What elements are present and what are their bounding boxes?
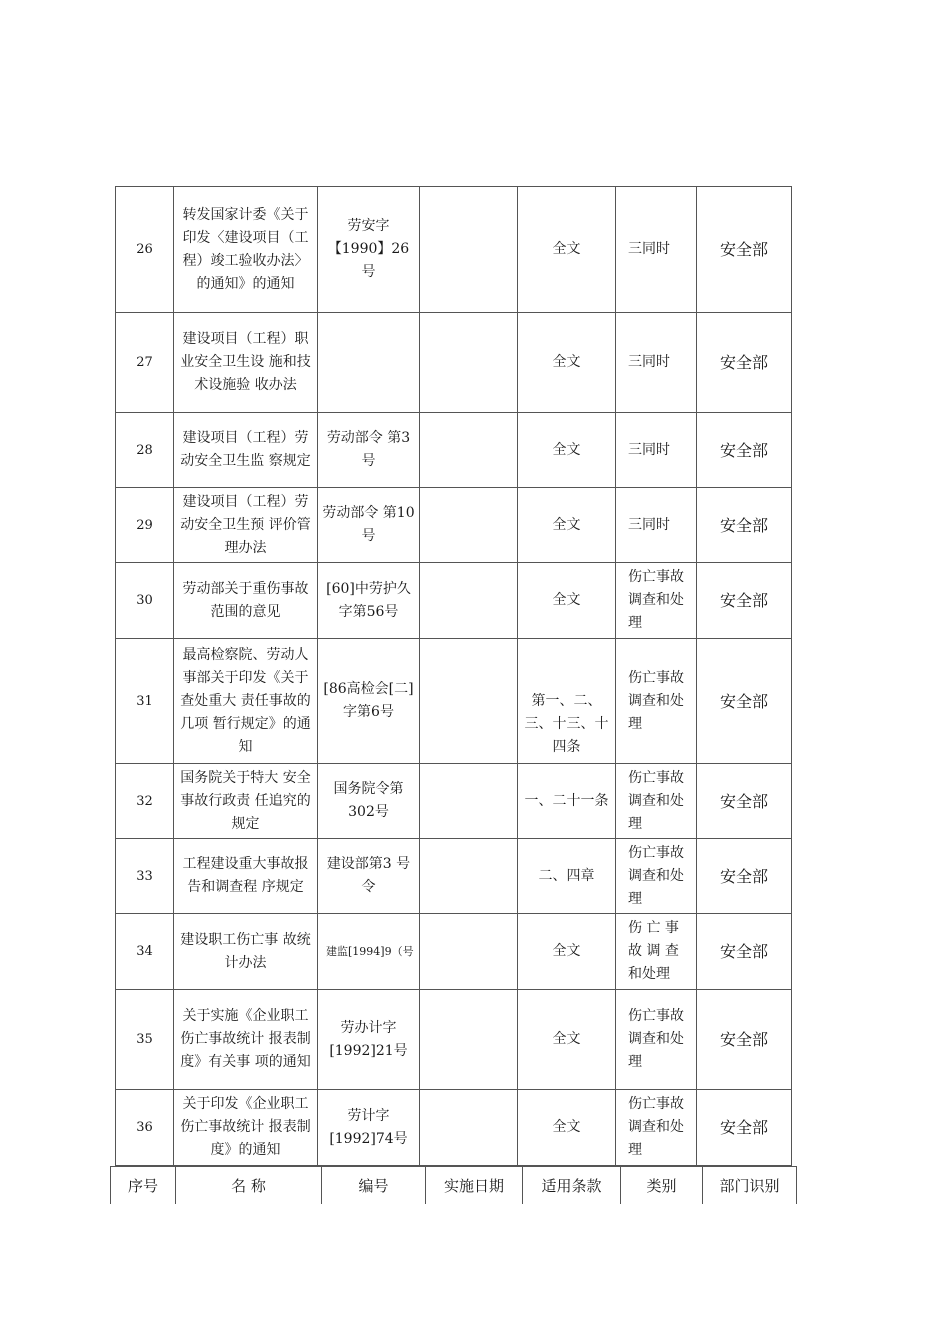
table-row [116,1090,792,1166]
document-code: [60]中劳护久 字第56号 [318,563,420,639]
row-number: 34 [116,914,174,990]
row-number: 33 [116,839,174,914]
applicable-clause: 全文 [518,313,616,413]
category: 伤亡事故调查和处理 [616,764,697,839]
applicable-clause: 二、四章 [518,839,616,914]
effective-date [420,413,518,488]
header-code: 编号 [322,1167,426,1205]
effective-date [420,1090,518,1166]
department: 安全部 [697,639,792,764]
department: 安全部 [697,839,792,914]
regulation-name: 建设项目（工程）劳动安全卫生预 评价管理办法 [174,488,318,563]
header-dept: 部门识别 [703,1167,797,1205]
regulation-name: 工程建设重大事故报告和调查程 序规定 [174,839,318,914]
regulation-name: 建设职工伤亡事 故统计办法 [174,914,318,990]
table-row [116,313,792,413]
row-number: 26 [116,187,174,313]
row-number: 35 [116,990,174,1090]
category: 伤亡事故调查和处理 [616,639,697,764]
department: 安全部 [697,914,792,990]
row-number: 28 [116,413,174,488]
header-date: 实施日期 [426,1167,523,1205]
document-code: 建监[1994]9（号 [318,914,420,990]
row-number: 32 [116,764,174,839]
table-row [116,488,792,563]
category: 伤亡事故调查和处理 [616,839,697,914]
regulation-name: 关于印发《企业职工伤亡事故统计 报表制度》的通知 [174,1090,318,1166]
row-number: 36 [116,1090,174,1166]
category: 伤 亡 事 故 调 查 和处理 [616,914,697,990]
applicable-clause: 第一、二、三、十三、十四条 [518,639,616,764]
category: 伤亡事故调查和处理 [616,1090,697,1166]
category: 三同时 [616,413,697,488]
row-number: 31 [116,639,174,764]
effective-date [420,914,518,990]
effective-date [420,639,518,764]
regulation-name: 最高检察院、劳动人事部关于印发《关于查处重大 责任事故的几项 暂行规定》的通知 [174,639,318,764]
category: 伤亡事故调查和处理 [616,563,697,639]
effective-date [420,839,518,914]
effective-date [420,313,518,413]
regulation-name: 转发国家计委《关于印发〈建设项目（工程）竣工验收办法〉的通知》的通知 [174,187,318,313]
effective-date [420,990,518,1090]
effective-date [420,563,518,639]
applicable-clause: 全文 [518,1090,616,1166]
regulation-name: 劳动部关于重伤事故范围的意见 [174,563,318,639]
header-clause: 适用条款 [523,1167,621,1205]
document-code: 劳安字【1990】26号 [318,187,420,313]
table-row [116,187,792,313]
applicable-clause: 全文 [518,563,616,639]
table-row [116,990,792,1090]
effective-date [420,187,518,313]
row-number: 27 [116,313,174,413]
applicable-clause: 全文 [518,187,616,313]
regulation-name: 建设项目（工程）职业安全卫生设 施和技术设施验 收办法 [174,313,318,413]
applicable-clause: 全文 [518,914,616,990]
department: 安全部 [697,563,792,639]
table-row [116,563,792,639]
regulation-name: 国务院关于特大 安全事故行政责 任追究的规定 [174,764,318,839]
department: 安全部 [697,764,792,839]
regulation-name: 关于实施《企业职工伤亡事故统计 报表制度》有关事 项的通知 [174,990,318,1090]
header-name: 名 称 [176,1167,322,1205]
applicable-clause: 全文 [518,413,616,488]
row-number: 29 [116,488,174,563]
applicable-clause: 全文 [518,488,616,563]
document-code: [86高检会[二]字第6号 [318,639,420,764]
document-code: 国务院令第302号 [318,764,420,839]
table-row [116,764,792,839]
table-row [116,839,792,914]
table-row [116,413,792,488]
department: 安全部 [697,313,792,413]
document-code: 劳办计字[1992]21号 [318,990,420,1090]
applicable-clause: 一、二十一条 [518,764,616,839]
category: 三同时 [616,313,697,413]
department: 安全部 [697,488,792,563]
effective-date [420,488,518,563]
category: 三同时 [616,187,697,313]
document-code: 建设部第3 号令 [318,839,420,914]
document-code: 劳动部令 第3号 [318,413,420,488]
document-code [318,313,420,413]
table-row [116,914,792,990]
document-code: 劳计字[1992]74号 [318,1090,420,1166]
applicable-clause: 全文 [518,990,616,1090]
department: 安全部 [697,1090,792,1166]
department: 安全部 [697,990,792,1090]
header-category: 类别 [621,1167,703,1205]
row-number: 30 [116,563,174,639]
category: 三同时 [616,488,697,563]
document-code: 劳动部令 第10号 [318,488,420,563]
effective-date [420,764,518,839]
regulations-table [115,186,792,1166]
regulation-name: 建设项目（工程）劳动安全卫生监 察规定 [174,413,318,488]
department: 安全部 [697,413,792,488]
header-no: 序号 [111,1167,176,1205]
category: 伤亡事故调查和处理 [616,990,697,1090]
table-header [110,1166,797,1204]
department: 安全部 [697,187,792,313]
table-row [116,639,792,764]
